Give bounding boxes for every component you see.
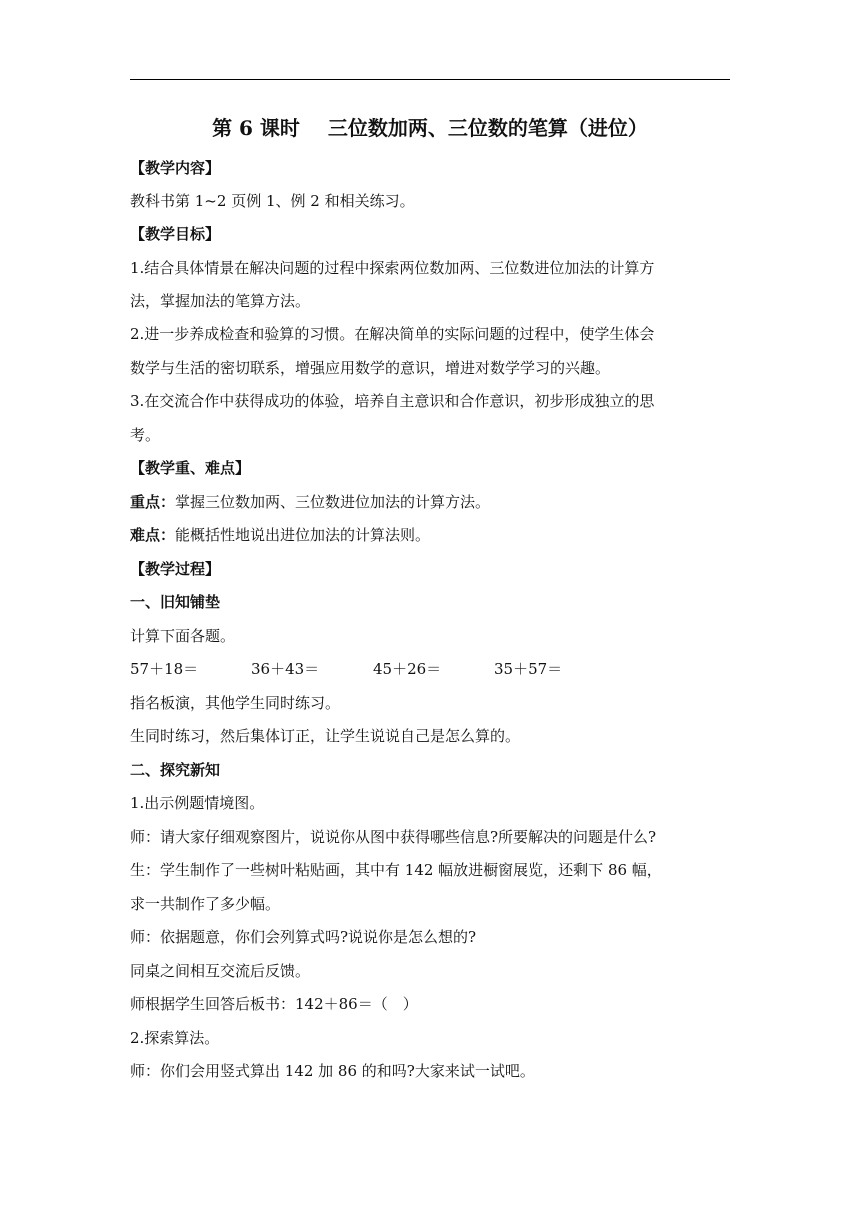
equation-2: 36＋43＝ — [251, 660, 320, 678]
difficult-point-text: 能概括性地说出进位加法的计算法则。 — [175, 526, 431, 544]
goal-1-line-1: 1.结合具体情景在解决问题的过程中探索两位数加两、三位数进位加法的计算方 — [130, 259, 655, 277]
key-point-label: 重点： — [130, 493, 176, 511]
part-1-line-2: 生同时练习，然后集体订正，让学生说说自己是怎么算的。 — [130, 727, 521, 745]
teaching-content-text: 教科书第 1~2 页例 1、例 2 和相关练习。 — [130, 192, 415, 210]
heading-part-2: 二、探究新知 — [130, 761, 221, 779]
goal-1-line-2: 法，掌握加法的笔算方法。 — [130, 292, 311, 310]
difficult-point-label: 难点： — [130, 526, 176, 544]
part-2-line-5: 师：依据题意，你们会列算式吗?说说你是怎么想的? — [130, 928, 477, 946]
goal-2-line-1: 2.进一步养成检查和验算的习惯。在解决简单的实际问题的过程中，使学生体会 — [130, 325, 655, 343]
goal-3-line-2: 考。 — [130, 426, 161, 444]
part-2-line-4: 求一共制作了多少幅。 — [130, 895, 281, 913]
part-1-line-1: 指名板演，其他学生同时练习。 — [130, 694, 341, 712]
key-point — [130, 491, 730, 513]
heading-key-points: 【教学重、难点】 — [130, 459, 251, 477]
part-2-line-8: 2.探索算法。 — [130, 1029, 220, 1047]
part-2-line-9: 师：你们会用竖式算出 142 加 86 的和吗?大家来试一试吧。 — [130, 1062, 535, 1080]
header-rule — [130, 79, 730, 80]
part-2-line-2: 师：请大家仔细观察图片，说说你从图中获得哪些信息?所要解决的问题是什么? — [130, 828, 657, 846]
heading-teaching-process: 【教学过程】 — [130, 560, 221, 578]
heading-teaching-content: 【教学内容】 — [130, 159, 221, 177]
goal-2-line-2: 数学与生活的密切联系，增强应用数学的意识，增进对数学学习的兴趣。 — [130, 359, 611, 377]
equation-1: 57＋18＝ — [130, 660, 199, 678]
page-title — [130, 113, 730, 143]
part-1-intro: 计算下面各题。 — [130, 627, 236, 645]
key-point-text: 掌握三位数加两、三位数进位加法的计算方法。 — [175, 493, 491, 511]
heading-teaching-goals: 【教学目标】 — [130, 225, 221, 243]
title-lesson-number: 第 6 课时 — [212, 116, 300, 140]
part-2-line-6: 同桌之间相互交流后反馈。 — [130, 962, 311, 980]
part-2-line-7: 师根据学生回答后板书：142＋86＝（ ） — [130, 995, 418, 1013]
heading-part-1: 一、旧知铺垫 — [130, 593, 221, 611]
equation-4: 35＋57＝ — [494, 660, 563, 678]
part-2-line-3: 生：学生制作了一些树叶粘贴画，其中有 142 幅放进橱窗展览，还剩下 86 幅， — [130, 861, 662, 879]
difficult-point — [130, 524, 730, 546]
title-topic: 三位数加两、三位数的笔算（进位） — [327, 116, 648, 140]
part-2-line-1: 1.出示例题情境图。 — [130, 794, 265, 812]
goal-3-line-1: 3.在交流合作中获得成功的体验，培养自主意识和合作意识，初步形成独立的思 — [130, 392, 655, 410]
equation-3: 45＋26＝ — [373, 660, 442, 678]
